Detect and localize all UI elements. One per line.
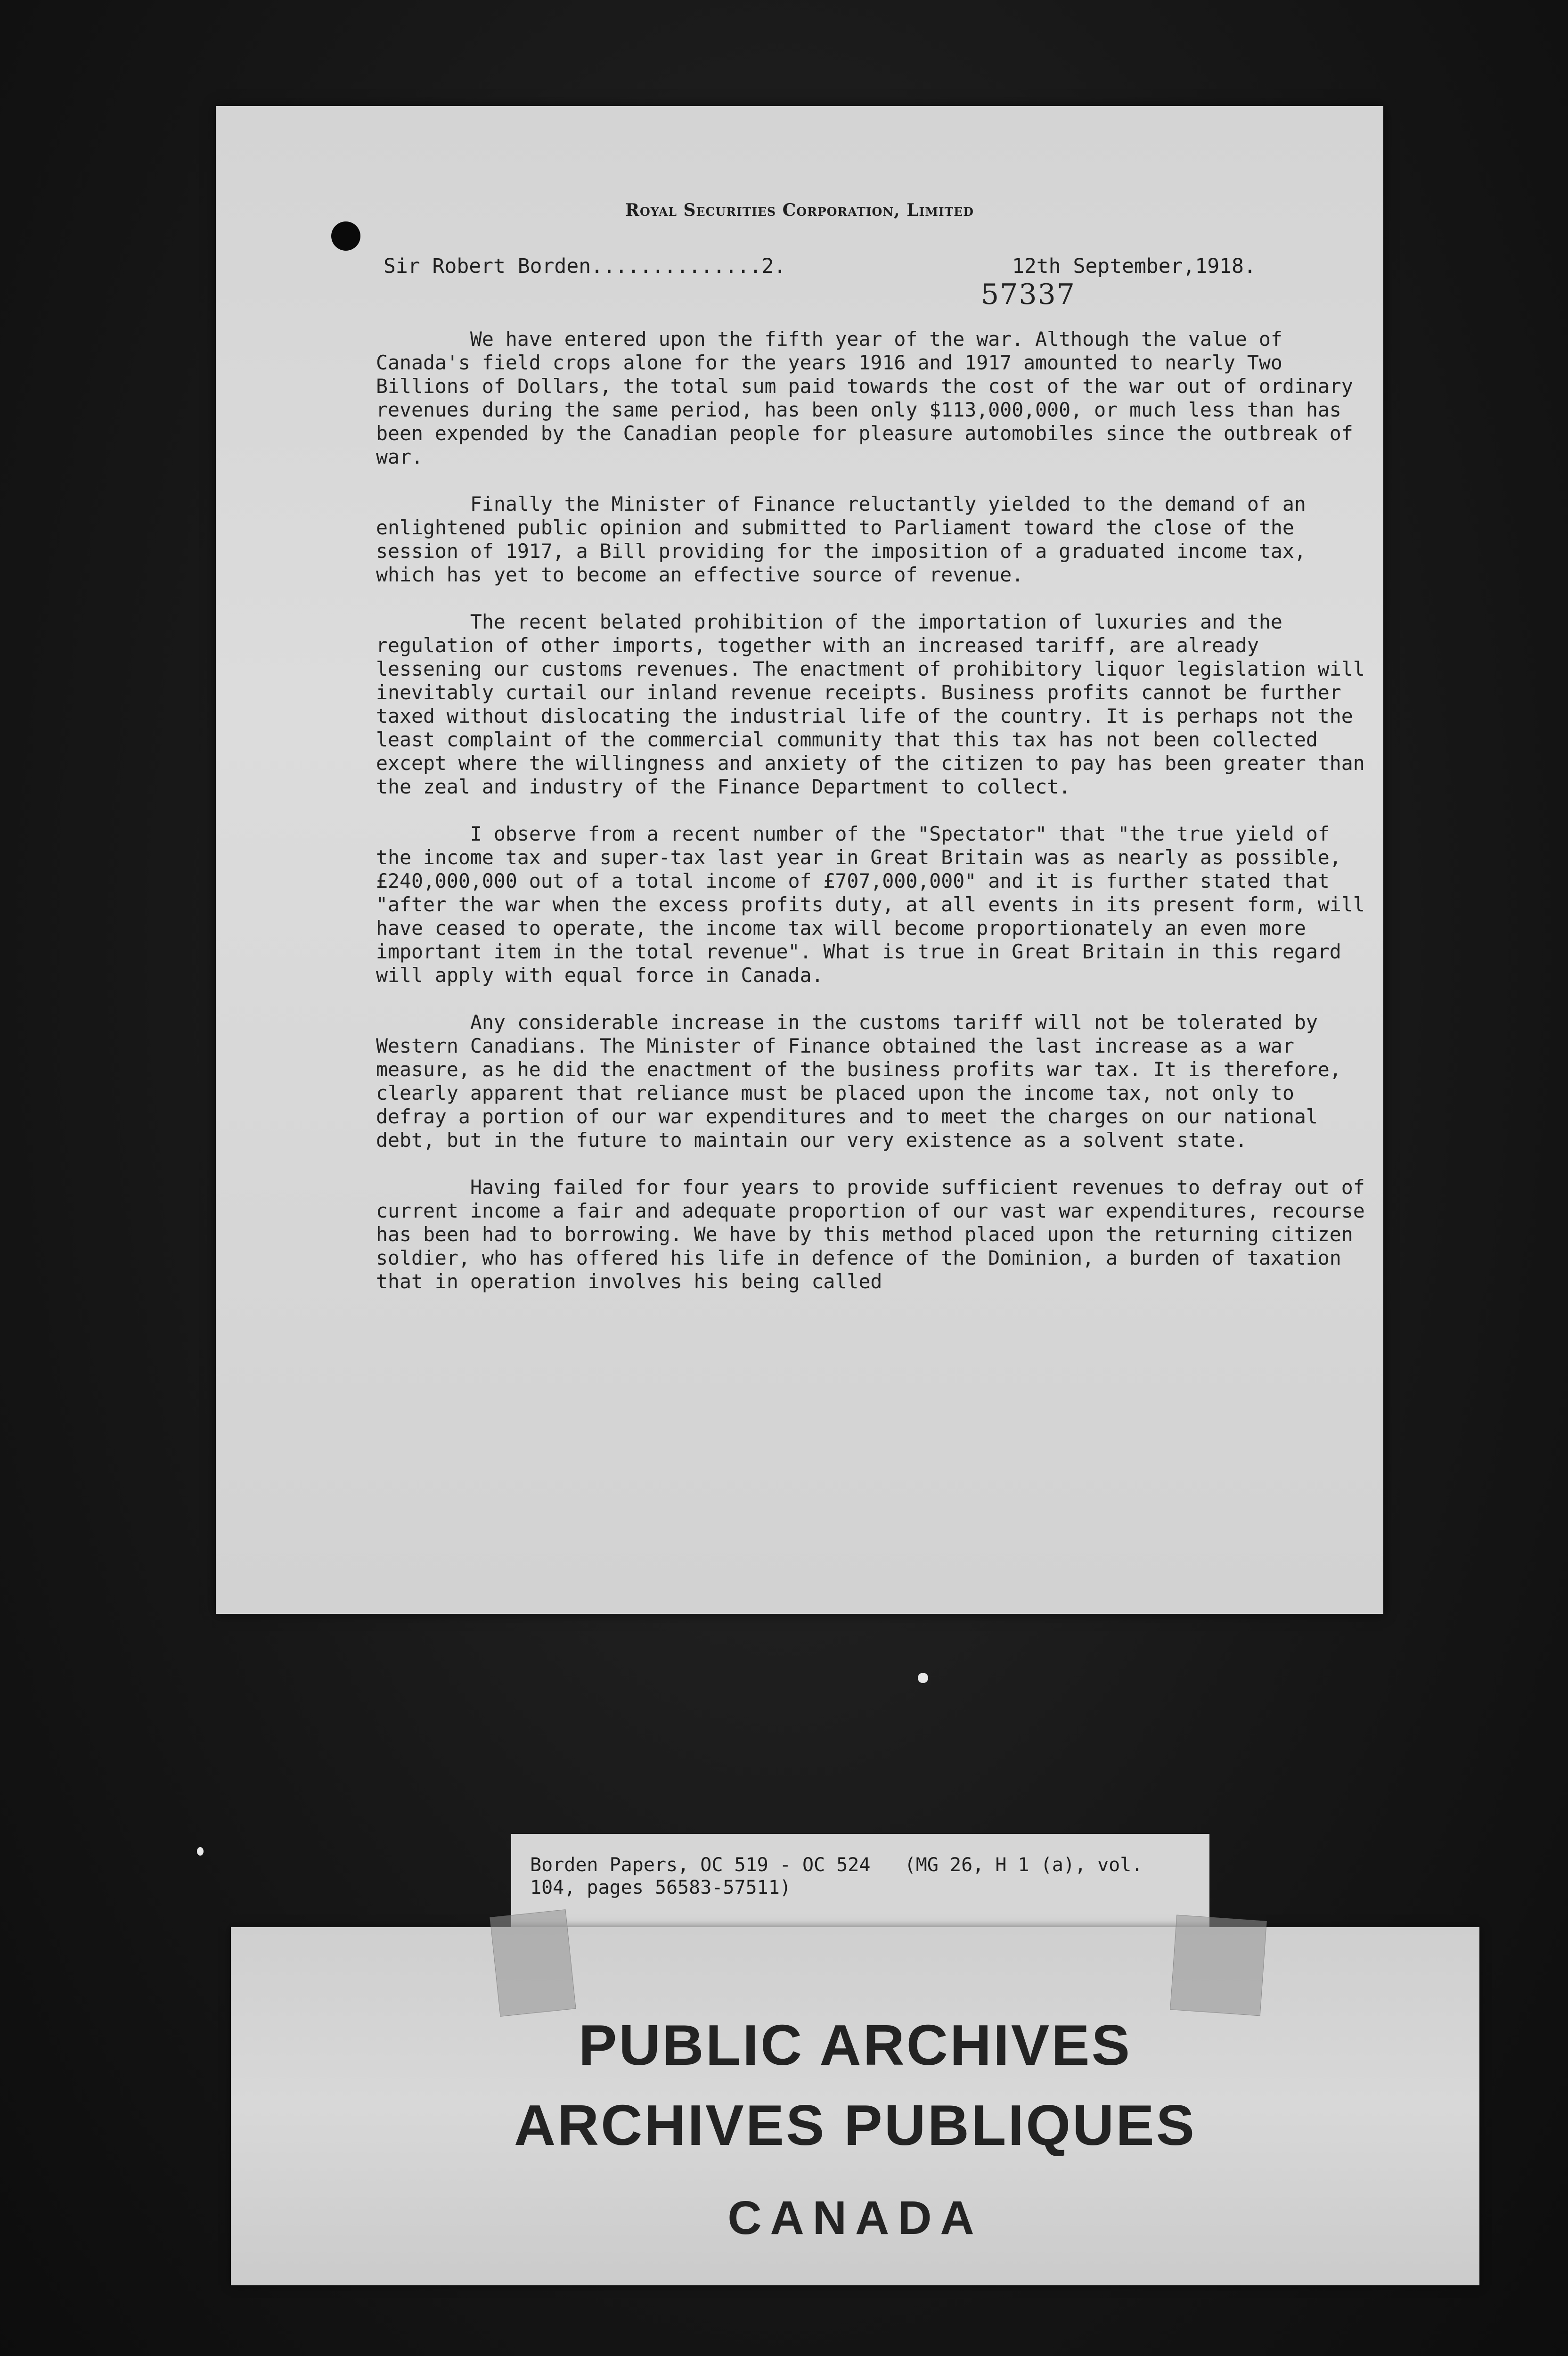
letter-date: 12th September,1918.	[1012, 254, 1256, 278]
tape-strip	[1170, 1915, 1267, 2016]
document-number-stamp: 57337	[981, 278, 1076, 311]
archives-card	[231, 1927, 1479, 2285]
film-speck	[197, 1847, 204, 1856]
letter-paragraph: Having failed for four years to provide sufficient revenues to defray out of current income a fair and adequate proportion of our vast war expenditures, recourse has been had to borrowing. We have by this method placed upon the returning citizen soldier, who has offered his life in defence of the Dominion, a burden of taxation that in operation involves his being called	[376, 1176, 1377, 1293]
letterhead: Royal Securities Corporation, Limited	[625, 200, 974, 220]
letter-paragraph: We have entered upon the fifth year of the war. Although the value of Canada's field crops alone for the years 1916 and 1917 amounted to nearly Two Billions of Dollars, the total sum paid towards the cost of the war out of ordinary revenues during the same period, has been only $113,000,000, or much less than has been expended by the Canadian people for pleasure automobiles since the outbreak of war.	[376, 327, 1365, 468]
film-speck	[918, 1673, 928, 1683]
letter-paragraph: I observe from a recent number of the "Spectator" that "the true yield of the income tax and super-tax last year in Great Britain was as nearly as possible, £240,000,000 out of a total income of £707,000,000" and it is further stated that "after the war when the excess profits duty, at all events in its present form, will have ceased to operate, the income tax will become proportionately an even more important item in the total revenue". What is true in Great Britain in this regard will apply with equal force in Canada.	[376, 822, 1377, 987]
reference-label: Borden Papers, OC 519 - OC 524 (MG 26, H 1 (a), vol. 104, pages 56583-57511)	[511, 1834, 1209, 1928]
punch-hole	[331, 221, 360, 251]
letter-paragraph: Any considerable increase in the customs tariff will not be tolerated by Western Canadians. The Minister of Finance obtained the last increase as a war measure, as he did the enactment of the business profits war tax. It is therefore, clearly apparent that reliance must be placed upon the income tax, not only to defray a portion of our war expenditures and to meet the charges on our national debt, but in the future to maintain our very existence as a solvent state.	[376, 1011, 1353, 1152]
letter-body	[376, 327, 1377, 1317]
letter-paragraph: Finally the Minister of Finance reluctantly yielded to the demand of an enlightened public opinion and submitted to Parliament toward the close of the session of 1917, a Bill providing for the imposition of a graduated income tax, which has yet to become an effective source of revenue.	[376, 492, 1318, 586]
archives-line-english: PUBLIC ARCHIVES	[579, 2013, 1132, 2077]
archives-line-french: ARCHIVES PUBLIQUES	[514, 2093, 1197, 2157]
archives-line-country: CANADA	[727, 2192, 983, 2244]
letter-page	[216, 106, 1383, 1614]
tape-strip	[490, 1909, 576, 2017]
letter-paragraph: The recent belated prohibition of the importation of luxuries and the regulation of other imports, together with an increased tariff, are already lessening our customs revenues. The enactment of prohibitory liquor legislation will inevitably curtail our inland revenue receipts. Business profits cannot be further taxed without dislocating the industrial life of the country. It is perhaps not the least complaint of the commercial community that this tax has not been collected except where the willingness and anxiety of the citizen to pay has been greater than the zeal and industry of the Finance Department to collect.	[376, 610, 1377, 798]
recipient-line: Sir Robert Borden..............2.	[384, 254, 786, 278]
